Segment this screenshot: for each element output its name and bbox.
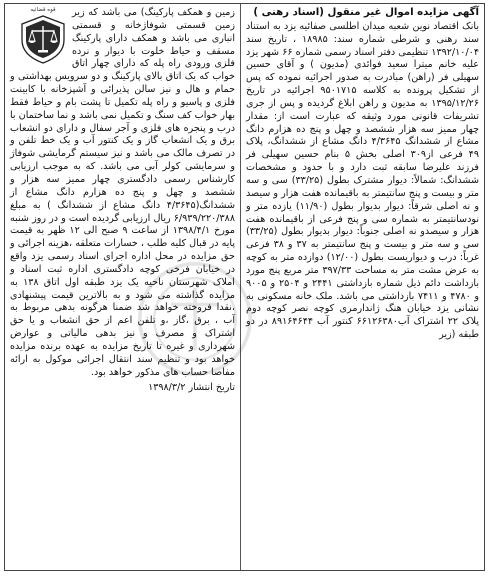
logo-caption: قوه قضائیه [30,7,56,13]
notice-right-column [241,4,484,570]
judiciary-logo [14,6,72,66]
notice-title: آگهی مزایده اموال غیر منقول (اسناد رهنی ) [253,7,479,18]
newspaper-notice [4,3,485,571]
notice-body-part-2: زمین و همکف پارکینگ) می باشد که زیر زمین قسمتی شوفاژخانه و قسمتی انباری می باشد و همکف دارای پارکینگ مسقف و حیاط خلوت با دیوار و نرده فلزی ورودی راه پله که دارای چهار اتاق خواب که یک اتاق بالای پارکینگ و دو سرویس بهداشتی و حمام و هال و نیز سالن پذیرائی و آشپزخانه با کابینت فلزی و پاسیو و راه پله تکمیل تا پشت بام و حیاط فقط بهار خواب کف سنگ و تکمیل نمی باشد و نما ساختمان با درب و پنجره های فلزی و آجر سفال و دارای دو انشعاب برق و یک انشعاب گاز و یک کنتور آب و یک خط تلفن و در تصرف مالک می باشد و نیز سیستم گرمایشی شوفاژ و سرمایشی کولر آبی می باشد. که به موجب ارزیابی کارشناس رسمی دادگستری چهار ممیز سه هزار و ششصد و چهل و پنج ده هزارم دانگ مشاع از ششدانگ(۴/۳۶۴۵ دانگ مشاع از ششدانگ ) به مبلغ ۶/۹۳۹/۲۲۰/۳۸۸ ریال ارزیابی گردیده است و در روز شنبه مورخ ۱۳۹۸/۴/۱ از ساعت ۹ صبح الی ۱۲ ظهر به قیمت پایه در قبال کلیه طلب ، خسارات متعلقه ،هزینه اجرائی و حق مزایده در محل اداره اجرای اسناد رسمی یزد واقع در خیابان فرخی کوچه دادگستری اداره ثبت اسناد و املاک شهرستان ناحیه یک یزد طبقه اول اتاق ۱۳۸ به مزایده گذاشته می شود و به بالاترین قیمت پیشنهادی ،نقدا فروخته خواهد شد ضمنا هرگونه بدهی مربوط به آب ، برق ،گاز ،و تلفن اعم از حق انشعاب و یا حق اشتراک و مصرف و نیز بدهی مالیاتی و عوارض شهرداری و غیره تا تاریخ مزایده به عهده برنده مزایده خواهد بود و تنظیم سند انتقال اجرائی موکول به ارائه مفاصا حساب های مذکور خواهد بود. [10,7,235,378]
notice-body-part-1: بانک اقتصاد نوین شعبه میدان اطلسی صفائیه یزد به استناد سند رهنی و شرطی شماره سند: ۱۸۹۸۵ ، تاریخ سند ۱۳۹۲/۱۰/۰۴ تنظیمی دفتر اسناد رسمی شماره ۶۶ شهر یزد علیه خانم میترا سعید فوائدی (مدیون ) و آقای حسین سهیلی فر (راهن) مبادرت به صدور اجرائیه نموده که پس از تشکیل پرونده به کلاسه ۹۵۰۱۷۱۵ اجرائیه در تاریخ ۱۳۹۵/۱۲/۲۶ به مدیون و راهن ابلاغ گردیده و پس از جری تشریفات قانونی مورد وثیقه که عبارت است از: مقدار چهار ممیز سه هزار ششصد و چهل و پنج ده هزارم دانگ مشاع از ششدانگ ۴/۳۶۴۵ دانگ مشاع از ششدانگ، پلاک ۴۹ فرعی از۳۰۹ اصلی بخش ۵ بنام حسین سهیلی فر فرزند علیرضا سابقه ثبت دارد و با حدود و مشخصات ششدانگ: شمالاً: دیوار مشترک بطول (۳۳/۲۵) سی و سه متر و بیست و پنج سانتیمتر به باقیمانده هفت هزار و سیصد و نه اصلی شرقاً: دیوار بدیوار بطول (۱۱/۹۰) یازده متر و نودسانتیمتر به شماره سی و پنج فرعی از باقیمانده هفت هزار و سیصدو نه اصلی جنوباً: دیوار بدیوار بطول (۳۳/۲۵) سی و سه متر و بیست و پنج سانتیمتر به ۳۷ و ۳۸ فرعی غرباً: درب و دیواریست بطول (۱۲/۰۰) دوازده متر به کوچه به عرض مشت متر به مساحت ۳۹۷/۳۳ متر مربع پنج مورد بازداشت دائم ذیل شماره بازداشتی ۲۴۴۱ و ۲۵۰۴ و ۹۰۰۵ و ۴۷۸۰ و ۷۴۱۱ بازداشتی می باشد. ملک خانه مسکونی به نشانی یزد خیابان هنگ ژاندارمری کوچه نصر کوچه دوم پلاک ۲۲ اشتراک آب۶۶۱۲۶۳۸۰ کنتور آب ۸۹۱۶۴۶۴۴ در دو طبقه (زیر [246,20,480,341]
scales-emblem-icon [14,6,72,66]
notice-left-column [5,4,241,570]
publication-date: تاریخ انتشار ۱۳۹۸/۳/۲ [148,382,235,394]
